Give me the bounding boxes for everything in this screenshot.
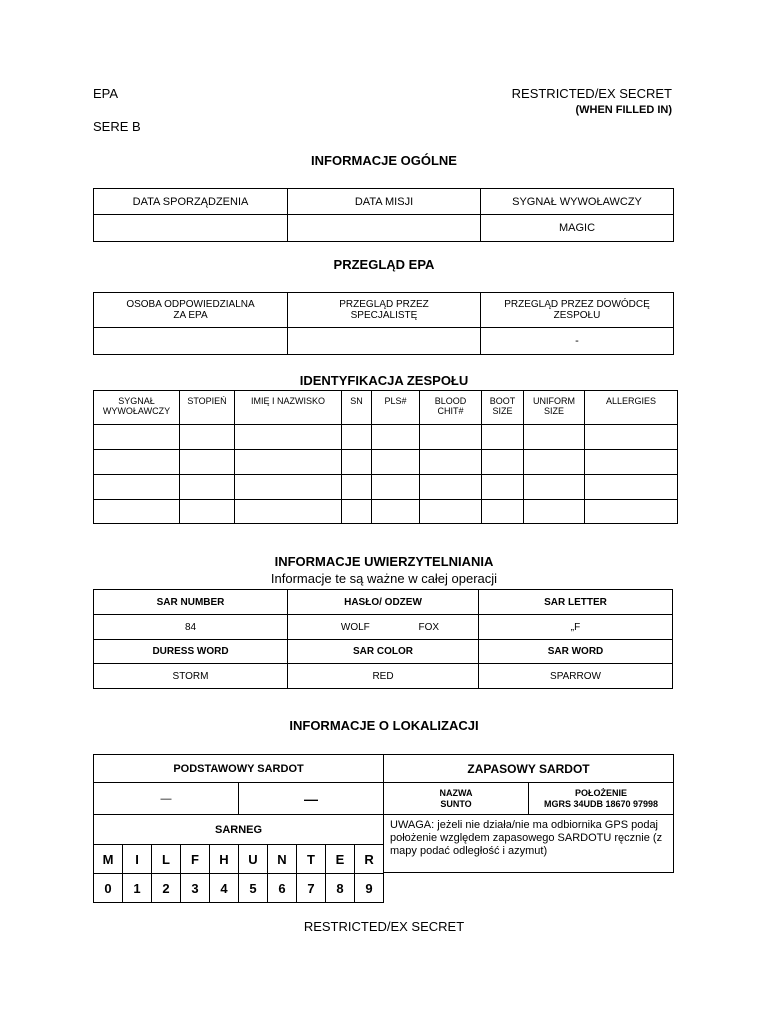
sarneg-title: SARNEG	[94, 815, 384, 845]
team-header: SN	[342, 391, 372, 425]
sarneg-digit: 7	[297, 874, 326, 903]
review-header: PRZEGLĄD PRZEZ SPECJALISTĘ	[288, 293, 481, 328]
sar-word-value: SPARROW	[479, 664, 673, 689]
auth-header: DURESS WORD	[94, 640, 288, 664]
alternate-sardot-title: ZAPASOWY SARDOT	[384, 755, 674, 783]
sarneg-letter: M	[94, 845, 123, 874]
sarneg-digit: 0	[94, 874, 123, 903]
review-value: -	[481, 328, 674, 355]
footer-classification: RESTRICTED/EX SECRET	[303, 919, 465, 934]
sar-number-value: 84	[94, 615, 288, 640]
team-header: ALLERGIES	[585, 391, 678, 425]
primary-sardot-right: —	[239, 783, 384, 815]
sarneg-letter: E	[326, 845, 355, 874]
general-header: DATA SPORZĄDZENIA	[94, 189, 288, 215]
review-header: PRZEGLĄD PRZEZ DOWÓDCĘ ZESPOŁU	[481, 293, 674, 328]
review-table	[93, 292, 674, 355]
auth-title: INFORMACJE UWIERZYTELNIANIA	[274, 554, 494, 569]
review-header: OSOBA ODPOWIEDZIALNA ZA EPA	[94, 293, 288, 328]
auth-subtitle: Informacje te są ważne w całej operacji	[270, 571, 498, 586]
team-header: BOOT SIZE	[482, 391, 524, 425]
sarneg-letter: H	[210, 845, 239, 874]
general-header: DATA MISJI	[288, 189, 481, 215]
team-header: STOPIEŃ	[180, 391, 235, 425]
sarneg-digit: 5	[239, 874, 268, 903]
classification-label: RESTRICTED/EX SECRET	[511, 86, 672, 101]
primary-sardot-left: —	[94, 783, 239, 815]
general-table	[93, 188, 674, 242]
alternate-polozenie: POŁOŻENIE MGRS 34UDB 18670 97998	[529, 783, 674, 815]
team-row	[94, 475, 678, 500]
review-value	[94, 328, 288, 355]
sarneg-letter: I	[123, 845, 152, 874]
general-header: SYGNAŁ WYWOŁAWCZY	[481, 189, 674, 215]
general-value	[288, 215, 481, 242]
sarneg-letter: L	[152, 845, 181, 874]
review-value	[288, 328, 481, 355]
auth-table	[93, 589, 673, 689]
team-row	[94, 450, 678, 475]
sarneg-letter: N	[268, 845, 297, 874]
sarneg-digit: 4	[210, 874, 239, 903]
haslo-value: WOLF	[340, 621, 370, 633]
classification-note: (WHEN FILLED IN)	[575, 104, 672, 116]
general-value	[94, 215, 288, 242]
sarneg-digit: 1	[123, 874, 152, 903]
gps-note: UWAGA: jeżeli nie działa/nie ma odbiornika GPS podaj położenie względem zapasowego SARDOTU ręcznie (z mapy podać odległość i azymut)	[384, 815, 674, 873]
doc-label-epa: EPA	[93, 86, 119, 101]
alternate-sardot-table	[383, 754, 674, 873]
team-header: UNIFORM SIZE	[524, 391, 585, 425]
sarneg-letter: T	[297, 845, 326, 874]
general-title: INFORMACJE OGÓLNE	[311, 153, 457, 168]
general-value: MAGIC	[481, 215, 674, 242]
haslo-odzew-cell	[288, 615, 479, 640]
auth-header: SAR NUMBER	[94, 590, 288, 615]
auth-header: SAR LETTER	[479, 590, 673, 615]
duress-word-value: STORM	[94, 664, 288, 689]
sarneg-digit: 8	[326, 874, 355, 903]
auth-header: SAR COLOR	[288, 640, 479, 664]
team-title: IDENTYFIKACJA ZESPOŁU	[299, 373, 469, 388]
review-title: PRZEGLĄD EPA	[333, 257, 435, 272]
alternate-nazwa: NAZWA SUNTO	[384, 783, 529, 815]
team-table	[93, 390, 678, 524]
sarneg-letter: F	[181, 845, 210, 874]
primary-sardot-table	[93, 754, 384, 903]
team-row	[94, 425, 678, 450]
sarneg-letter: U	[239, 845, 268, 874]
sarneg-digit: 3	[181, 874, 210, 903]
auth-header: SAR WORD	[479, 640, 673, 664]
primary-sardot-title: PODSTAWOWY SARDOT	[94, 755, 384, 783]
team-header: PLS#	[372, 391, 420, 425]
sarneg-digit: 9	[355, 874, 384, 903]
team-header: SYGNAŁ WYWOŁAWCZY	[94, 391, 180, 425]
odzew-value: FOX	[418, 621, 440, 633]
sarneg-letter: R	[355, 845, 384, 874]
sar-letter-value: „F	[479, 615, 673, 640]
doc-label-sere: SERE B	[93, 119, 141, 134]
team-header: IMIĘ I NAZWISKO	[235, 391, 342, 425]
auth-header: HASŁO/ ODZEW	[288, 590, 479, 615]
sarneg-digit: 2	[152, 874, 181, 903]
sarneg-digit: 6	[268, 874, 297, 903]
team-row	[94, 500, 678, 524]
location-title: INFORMACJE O LOKALIZACJI	[289, 718, 479, 733]
sar-color-value: RED	[288, 664, 479, 689]
team-header: BLOOD CHIT#	[420, 391, 482, 425]
